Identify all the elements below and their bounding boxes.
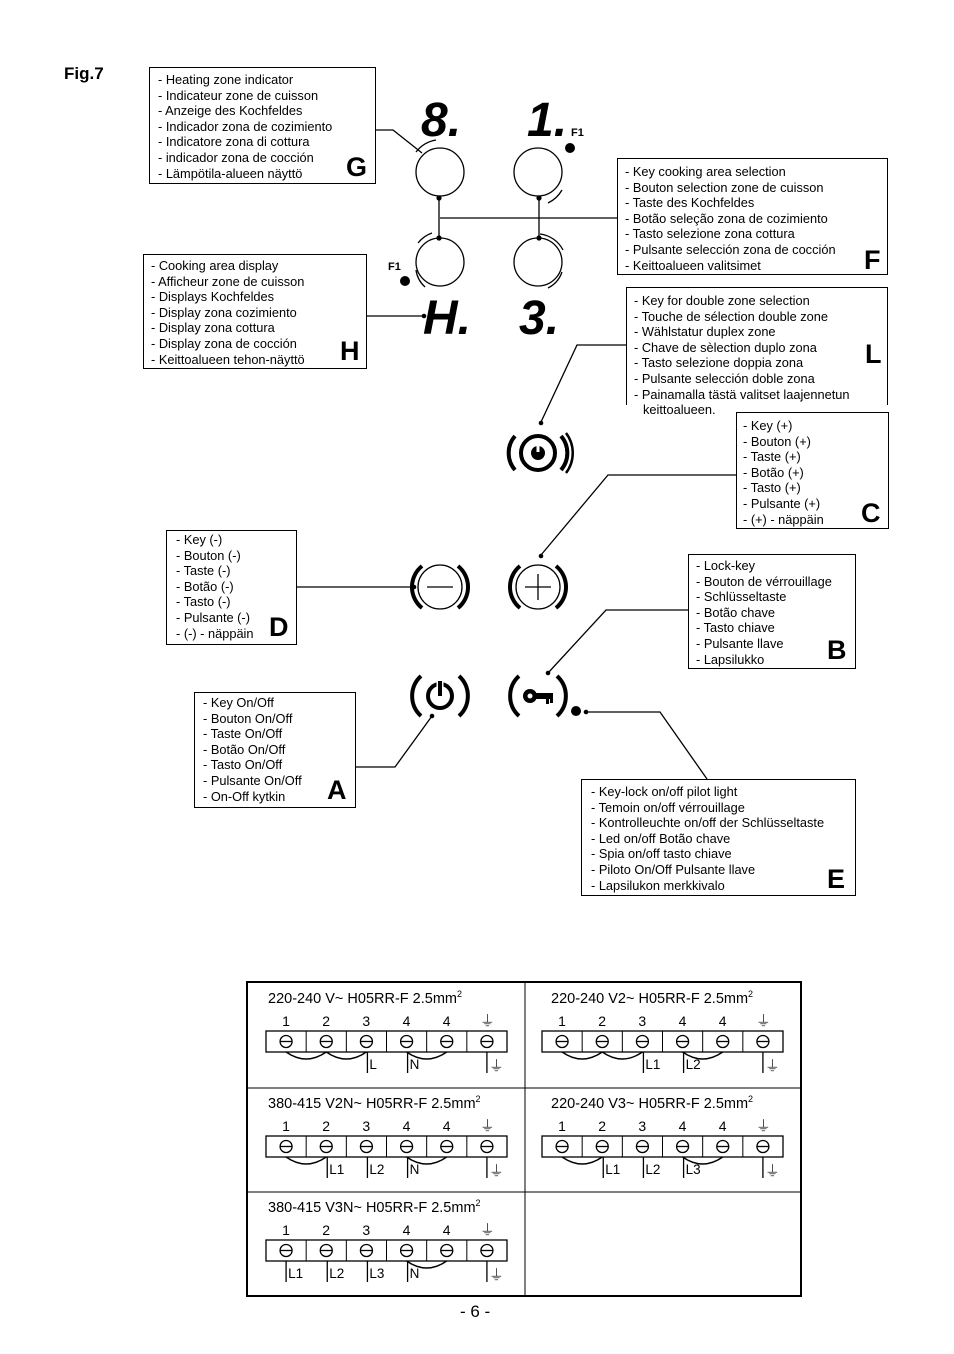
terminal-bridge — [286, 1052, 326, 1059]
leader-e — [586, 712, 707, 779]
legend-box-f — [617, 158, 888, 275]
legend-line: - Displays Kochfeldes — [151, 289, 275, 305]
ground-symbol: ⏚ — [488, 1267, 504, 1284]
legend-line: - Pulsante (-) — [176, 609, 250, 625]
wire-label: N — [409, 1266, 420, 1281]
display-top-right: 1. — [527, 94, 568, 147]
plus-key — [510, 565, 566, 609]
legend-line: - Bouton (-) — [176, 547, 241, 563]
legend-line: - Key (-) — [176, 532, 223, 547]
zone-key-arc-bl2 — [416, 270, 425, 287]
wiring-title: 380-415 V2N~ H05RR-F $2.5mm^2$ — [268, 1094, 481, 1112]
legend-line: - Schlüsseltaste — [696, 589, 787, 605]
legend-line: - (-) - näppäin — [176, 625, 254, 641]
wire-label: L1 — [329, 1162, 345, 1177]
terminal-number: 2 — [598, 1013, 607, 1029]
on-off-key — [412, 676, 468, 716]
legend-line: - Piloto On/Off Pulsante llave — [591, 861, 756, 877]
zone-key-bottom-left — [416, 238, 464, 286]
terminal-number: ⏚ — [755, 1013, 771, 1030]
terminal-number: 2 — [322, 1222, 331, 1238]
legend-box-h — [143, 254, 367, 369]
legend-letter-g: G — [346, 152, 368, 182]
legend-line: - Tasto (+) — [743, 480, 801, 496]
wiring-title: 220-240 V~ H05RR-F $2.5mm^2$ — [268, 989, 462, 1007]
terminal-number: 1 — [558, 1013, 566, 1029]
wire-label: N — [409, 1162, 420, 1177]
terminal-number: 4 — [402, 1013, 411, 1029]
display-bottom-right: 3. — [519, 292, 560, 345]
leader-b — [548, 610, 688, 673]
legend-line: - Display zona cozimiento — [151, 304, 297, 320]
wiring-table — [246, 981, 802, 1297]
leader-g — [375, 130, 422, 153]
terminal-number: ⏚ — [479, 1222, 495, 1239]
figure-title: Fig.7 — [64, 64, 104, 83]
f1-label-top: F1 — [571, 127, 584, 139]
ground-symbol: ⏚ — [488, 1058, 504, 1075]
zone-key-top-left — [416, 148, 464, 196]
wiring-title: 220-240 V2~ H05RR-F $2.5mm^2$ — [551, 989, 754, 1007]
legend-line: - Bouton de vérrouillage — [696, 573, 832, 589]
terminal-block — [248, 983, 523, 1083]
legend-letter-d: D — [269, 612, 289, 642]
legend-box-l — [626, 287, 888, 418]
leader-l — [541, 345, 627, 422]
pilot-light-icon — [571, 706, 581, 716]
dual-zone-key — [509, 433, 573, 473]
legend-line: - Cooking area display — [151, 258, 279, 273]
legend-line: - Chave de sèlection duplo zona — [634, 339, 817, 355]
terminal-number: 2 — [322, 1013, 331, 1029]
terminal-number: 1 — [282, 1222, 290, 1238]
terminal-number: 4 — [402, 1222, 411, 1238]
terminal-number: 3 — [362, 1013, 371, 1029]
legend-box-a — [194, 692, 356, 808]
legend-line: - Indicateur zone de cuisson — [158, 87, 319, 103]
terminal-number: 4 — [442, 1013, 451, 1029]
terminal-bridge — [326, 1052, 366, 1059]
legend-line: - Botão chave — [696, 604, 775, 620]
wiring-title: 380-415 V3N~ H05RR-F $2.5mm^2$ — [268, 1198, 481, 1216]
legend-line: - Botão (+) — [743, 464, 804, 480]
wire-label: N — [409, 1057, 420, 1072]
legend-line: - Anzeige des Kochfeldes — [158, 103, 303, 119]
legend-line: - Temoin on/off vérrouillage — [591, 799, 745, 815]
terminal-bridge — [562, 1157, 602, 1164]
legend-line: - Tasto (-) — [176, 594, 231, 610]
legend-line: - Lämpötila-alueen näyttö — [158, 165, 303, 181]
legend-line: - (+) - näppäin — [743, 511, 824, 527]
legend-line: - Wählstatur duplex zone — [634, 324, 776, 340]
wire-label: L2 — [329, 1266, 345, 1281]
terminal-number: 3 — [362, 1118, 371, 1134]
wire-label: L2 — [645, 1162, 661, 1177]
zone-key-top-right — [514, 148, 562, 196]
legend-box-d — [166, 530, 297, 645]
legend-letter-b: B — [827, 635, 847, 665]
terminal-number: 1 — [558, 1118, 566, 1134]
terminal-number: 4 — [442, 1222, 451, 1238]
wire-label: L — [369, 1057, 377, 1072]
legend-line: - Painamalla tästä valitset laajennetun — [634, 386, 850, 402]
wire-label: L3 — [369, 1266, 385, 1281]
wire-label: L2 — [685, 1057, 701, 1072]
terminal-number: 4 — [718, 1013, 727, 1029]
legend-line: - Spia on/off tasto chiave — [591, 846, 732, 862]
terminal-number: 4 — [678, 1013, 687, 1029]
legend-line: - Bouton On/Off — [203, 710, 293, 726]
terminal-number: 4 — [718, 1118, 727, 1134]
terminal-number: 1 — [282, 1013, 290, 1029]
wire-label: L3 — [685, 1162, 701, 1177]
wire-label: L1 — [645, 1057, 661, 1072]
f1-led-bottom — [400, 276, 410, 286]
legend-line: - Bouton selection zone de cuisson — [625, 179, 824, 195]
minus-key — [412, 565, 468, 609]
zone-key-arc-br2 — [548, 272, 562, 288]
terminal-number: 1 — [282, 1118, 290, 1134]
terminal-bridge — [602, 1052, 642, 1059]
zone-key-arc-tr — [548, 190, 562, 203]
legend-letter-l: L — [865, 339, 882, 369]
legend-letter-c: C — [861, 498, 881, 528]
wiring-cell-3 — [248, 1088, 525, 1192]
ground-symbol: ⏚ — [764, 1058, 780, 1075]
terminal-number: ⏚ — [479, 1118, 495, 1135]
legend-line: - Pulsante selección doble zona — [634, 370, 815, 386]
legend-line: - Key for double zone selection — [634, 293, 810, 308]
legend-box-c — [736, 412, 889, 529]
legend-letter-a: A — [327, 775, 347, 805]
ground-symbol: ⏚ — [764, 1163, 780, 1180]
legend-line: - Pulsante (+) — [743, 495, 821, 511]
lock-key — [510, 676, 566, 716]
wiring-title: 220-240 V3~ H05RR-F $2.5mm^2$ — [551, 1094, 754, 1112]
legend-line: - Tasto selezione doppia zona — [634, 355, 804, 371]
legend-line: - Taste (+) — [743, 449, 801, 465]
legend-line: - Touche de sélection double zone — [634, 308, 828, 324]
leader-c — [541, 475, 737, 555]
legend-line: keittoalueen. — [643, 402, 716, 418]
legend-line: - Pulsante llave — [696, 635, 784, 651]
legend-line: - Botão seleção zona de cozimiento — [625, 210, 828, 226]
terminal-number: 3 — [638, 1013, 647, 1029]
legend-line: - Display zona cottura — [151, 320, 275, 336]
legend-line: - Lapsilukko — [696, 651, 765, 667]
legend-line: - On-Off kytkin — [203, 788, 286, 804]
terminal-block — [248, 1088, 523, 1188]
legend-line: - Indicatore zona di cottura — [158, 134, 310, 150]
wiring-cell-2 — [525, 983, 800, 1088]
wire-label: L2 — [369, 1162, 385, 1177]
wiring-cell-empty — [525, 1192, 800, 1295]
wiring-cell-4 — [525, 1088, 800, 1192]
wiring-cell-5 — [248, 1192, 525, 1295]
legend-line: - Keittoalueen tehon-näyttö — [151, 351, 305, 367]
legend-line: - Pulsante selección zona de cocción — [625, 241, 836, 257]
legend-line: - Kontrolleuchte on/off der Schlüsseltaste — [591, 815, 825, 831]
legend-line: - Heating zone indicator — [158, 72, 294, 87]
terminal-bridge — [286, 1157, 326, 1164]
terminal-block — [525, 1088, 800, 1188]
leader-a — [356, 716, 432, 767]
terminal-bridge — [562, 1052, 602, 1059]
terminal-number: ⏚ — [755, 1118, 771, 1135]
legend-line: - Taste des Kochfeldes — [625, 195, 755, 211]
terminal-number: 3 — [638, 1118, 647, 1134]
legend-line: - Botão On/Off — [203, 741, 286, 757]
terminal-number: 2 — [322, 1118, 331, 1134]
terminal-block — [525, 983, 800, 1083]
legend-line: - Key cooking area selection — [625, 164, 786, 179]
legend-line: - Tasto chiave — [696, 620, 775, 636]
legend-line: - Botão (-) — [176, 578, 234, 594]
legend-line: - Bouton (+) — [743, 433, 811, 449]
legend-line: - Lock-key — [696, 558, 756, 573]
zone-key-arc-bl — [418, 233, 432, 243]
legend-line: - Afficheur zone de cuisson — [151, 273, 305, 289]
terminal-number: 3 — [362, 1222, 371, 1238]
terminal-number: ⏚ — [479, 1013, 495, 1030]
page-number: - 6 - — [460, 1302, 491, 1321]
legend-box-e — [581, 779, 856, 896]
legend-line: - Taste (-) — [176, 563, 231, 579]
wiring-cell-1 — [248, 983, 525, 1088]
legend-letter-f: F — [864, 245, 881, 275]
ground-symbol: ⏚ — [488, 1163, 504, 1180]
zone-key-bottom-right — [514, 238, 562, 286]
legend-line: - Key-lock on/off pilot light — [591, 784, 738, 799]
terminal-number: 4 — [678, 1118, 687, 1134]
legend-line: - Tasto On/Off — [203, 757, 283, 773]
legend-line: - indicador zona de cocción — [158, 149, 314, 165]
wire-label: L1 — [605, 1162, 621, 1177]
display-bottom-left: H. — [423, 292, 471, 345]
legend-line: - Indicador zona de cozimiento — [158, 118, 333, 134]
terminal-number: 4 — [402, 1118, 411, 1134]
terminal-number: 2 — [598, 1118, 607, 1134]
legend-box-b — [688, 554, 856, 669]
legend-line: - Key (+) — [743, 418, 793, 433]
wire-label: L1 — [288, 1266, 304, 1281]
legend-line: - Key On/Off — [203, 695, 274, 710]
f1-label-bottom: F1 — [388, 261, 401, 273]
legend-letter-h: H — [340, 336, 360, 366]
legend-line: - Lapsilukon merkkivalo — [591, 877, 725, 893]
legend-letter-e: E — [827, 864, 846, 894]
legend-line: - Led on/off Botão chave — [591, 830, 731, 846]
legend-line: - Taste On/Off — [203, 726, 283, 742]
legend-box-g — [149, 67, 376, 184]
legend-line: - Pulsante On/Off — [203, 772, 302, 788]
terminal-number: 4 — [442, 1118, 451, 1134]
display-top-left: 8. — [421, 94, 462, 147]
legend-line: - Tasto selezione zona cottura — [625, 226, 795, 242]
legend-line: - Keittoalueen valitsimet — [625, 257, 761, 273]
legend-line: - Display zona de cocción — [151, 335, 297, 351]
